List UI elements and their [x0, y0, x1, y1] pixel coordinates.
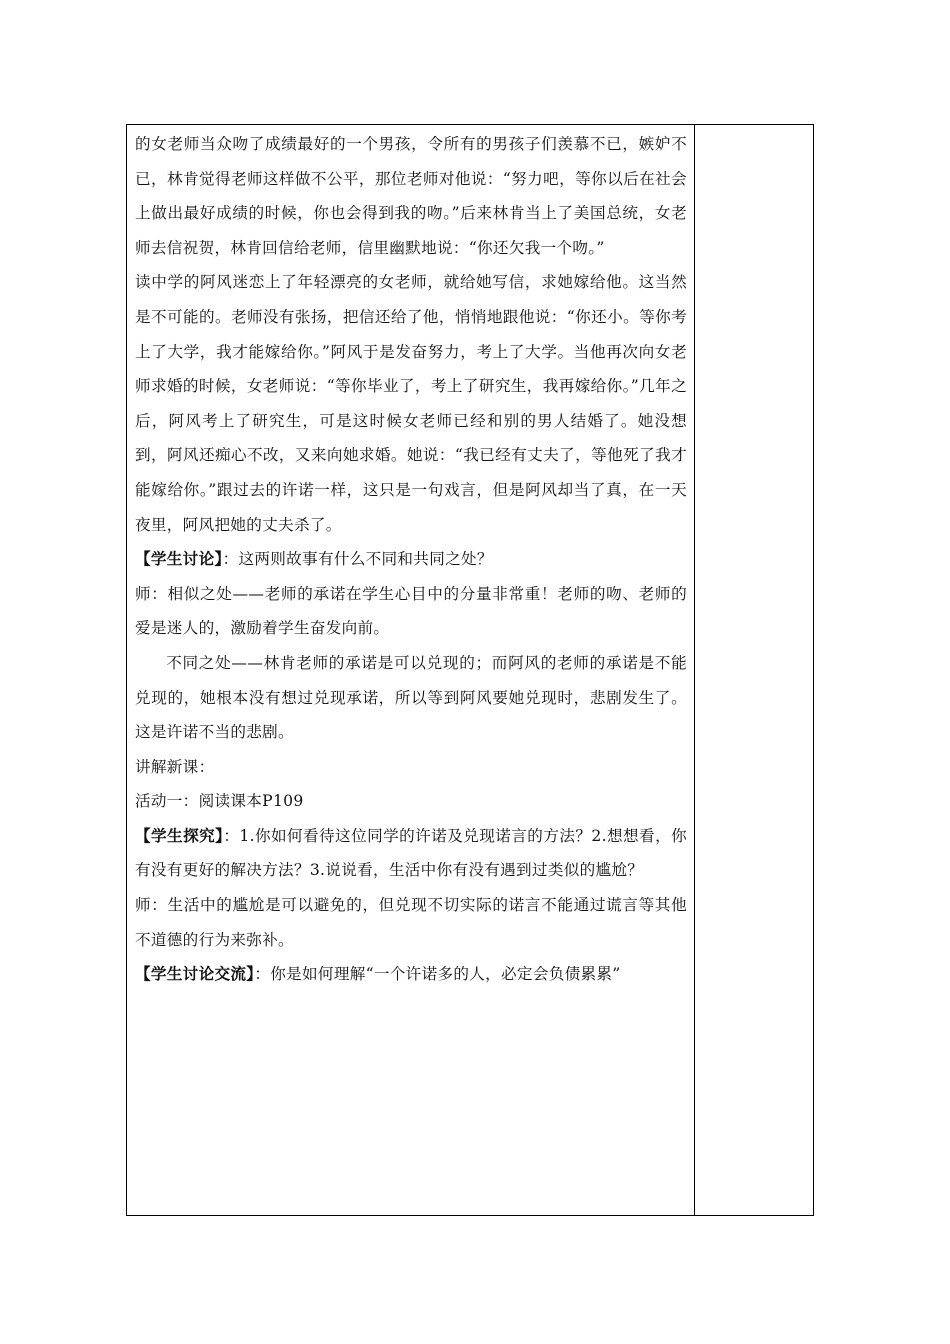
paragraph-student-discussion: 【学生讨论】：这两则故事有什么不同和共同之处？: [135, 549, 493, 569]
lesson-content-cell: [135, 127, 687, 992]
paragraph-student-inquiry: 【学生探究】：1.你如何看待这位同学的许诺及兑现诺言的方法？2.想想看，你有没有更好的解决方法？3.说说看，生活中你有没有遇到过类似的尴尬？: [135, 825, 687, 880]
paragraph-discussion-exchange: 【学生讨论交流】：你是如何理解“一个许诺多的人，必定会负债累累”: [135, 964, 621, 984]
paragraph-difference: 不同之处——林肯老师的承诺是可以兑现的；而阿风的老师的承诺是不能兑现的，她根本没有想过兑现承诺，所以等到阿风要她兑现时，悲剧发生了。这是许诺不当的悲剧。: [135, 653, 687, 742]
paragraph-activity-one: 活动一：阅读课本P109: [135, 792, 304, 811]
paragraph-teacher-embarrassment: 师：生活中的尴尬是可以避免的，但兑现不切实际的诺言不能通过谎言等其他不道德的行为来弥补。: [135, 896, 687, 949]
paragraph-lincoln-story: 的女老师当众吻了成绩最好的一个男孩，令所有的男孩子们羡慕不已，嫉妒不已，林肯觉得老师这样做不公平，那位老师对他说：“努力吧，等你以后在社会上做出最好成绩的时候，你也会得到我的吻。”后来林肯当上了美国总统，女老师去信祝贺，林肯回信给老师，信里幽默地说：“你还欠我一个吻。”: [135, 135, 687, 257]
notes-cell: [695, 125, 813, 1215]
lesson-table: [126, 124, 814, 1216]
section-tag: 【学生探究】: [135, 825, 224, 845]
section-tag: 【学生讨论】: [135, 549, 223, 569]
section-tag: 【学生讨论交流】: [135, 964, 255, 984]
paragraph-afeng-story: 读中学的阿风迷恋上了年轻漂亮的女老师，就给她写信，求她嫁给他。这当然是不可能的。老师没有张扬，把信还给了他，悄悄地跟他说：“你还小。等你考上了大学，我才能嫁给你。”阿风于是发奋努力，考上了大学。当他再次向女老师求婚的时候，女老师说：“等你毕业了，考上了研究生，我再嫁给你。”几年之后，阿风考上了研究生，可是这时候女老师已经和别的男人结婚了。她没想到，阿风还痴心不改，又来向她求婚。她说：“我已经有丈夫了，等他死了我才能嫁给你。”跟过去的许诺一样，这只是一句戏言，但是阿风却当了真，在一天夜里，阿风把她的丈夫杀了。: [135, 273, 687, 534]
paragraph-new-lesson: 讲解新课：: [135, 757, 215, 776]
paragraph-teacher-similarity: 师：相似之处——老师的承诺在学生心目中的分量非常重！老师的吻、老师的爱是迷人的，激励着学生奋发向前。: [135, 584, 687, 638]
